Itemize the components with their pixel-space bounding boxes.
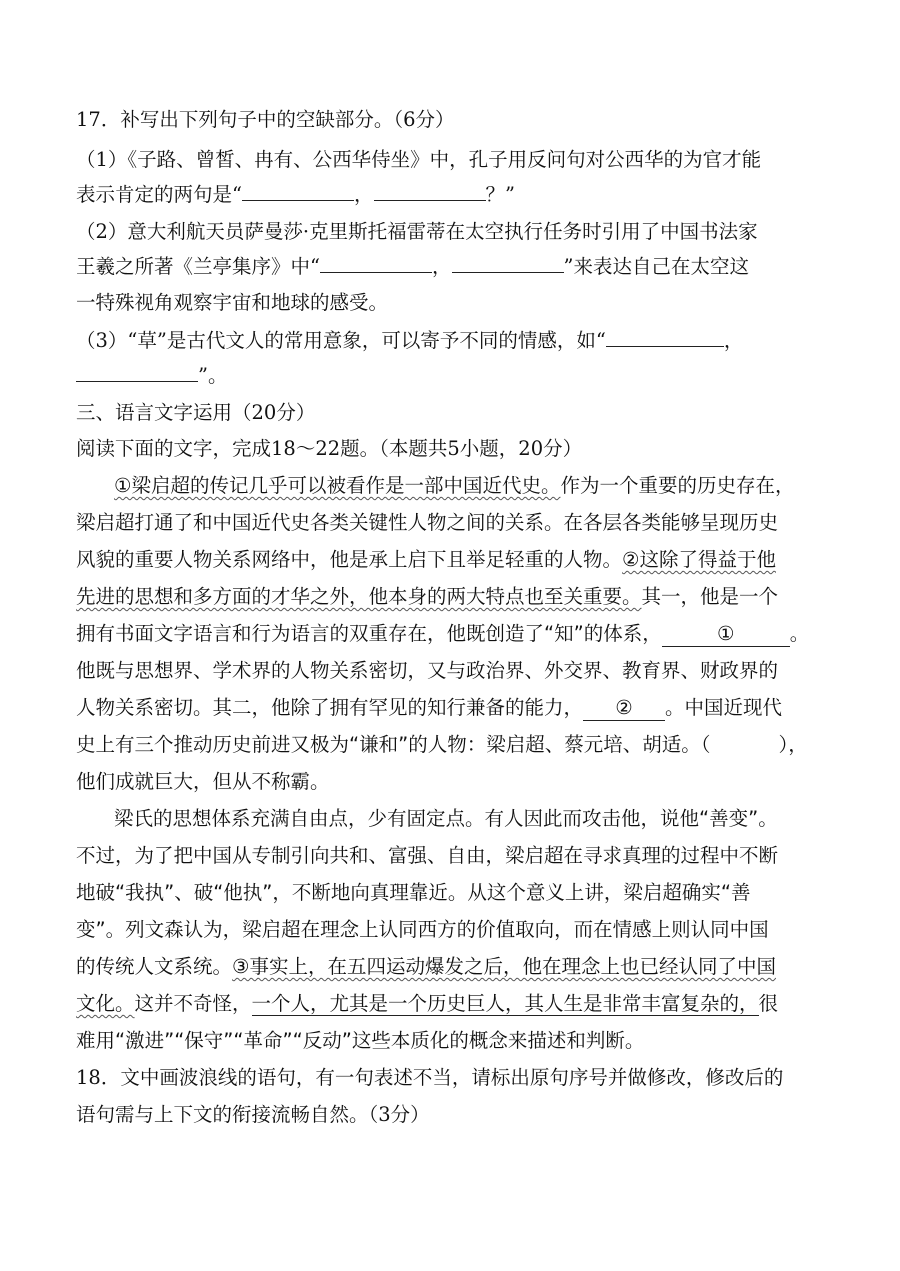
- fill-blank-1[interactable]: ①: [662, 622, 790, 647]
- passage-line: 地破“我执”、破“他执”，不断地向真理靠近。从这个意义上讲，梁启超确实“善: [76, 881, 751, 904]
- q17-part3-line1: （3）“草”是古代文人的常用意象，可以寄予不同的情感，如“ ，: [76, 326, 743, 356]
- answer-blank[interactable]: [76, 361, 198, 382]
- q17-part1-line2: 表示肯定的两句是“ ， ？”: [76, 180, 515, 210]
- q17-part2-line1: （2）意大利航天员萨曼莎·克里斯托福雷蒂在太空执行任务时引用了中国书法家: [76, 220, 758, 243]
- passage-line: 他既与思想界、学术界的人物关系密切，又与政治界、外交界、教育界、财政界的: [76, 659, 779, 682]
- wavy-sentence-3: ③事实上，在五四运动爆发之后，他在理念上也已经认同了中国: [232, 955, 776, 978]
- underlined-sentence: 一个人，尤其是一个历史巨人，其人生是非常丰富复杂的，: [251, 992, 759, 1015]
- q17-part3-line2: ”。: [76, 361, 227, 391]
- wavy-sentence-3-cont: 文化。: [76, 992, 135, 1015]
- q17-title: 17．补写出下列句子中的空缺部分。（6分）: [76, 108, 455, 131]
- wavy-sentence-2: ②这除了得益于他: [622, 548, 776, 571]
- passage-line: 拥有书面文字语言和行为语言的双重存在，他既创造了“知”的体系， ① 。: [76, 622, 810, 645]
- answer-blank[interactable]: [606, 326, 724, 347]
- q18-line2: 语句需与上下文的衔接流畅自然。（3分）: [76, 1103, 430, 1126]
- passage-line: 他们成就巨大，但从不称霸。: [76, 770, 330, 793]
- answer-blank[interactable]: [374, 180, 486, 201]
- section-intro: 阅读下面的文字，完成18～22题。（本题共5小题，20分）: [76, 437, 583, 460]
- passage-line: 史上有三个推动历史前进又极为“谦和”的人物：梁启超、蔡元培、胡适。（ ），: [76, 733, 808, 756]
- passage-line: ①梁启超的传记几乎可以被看作是一部中国近代史。作为一个重要的历史存在，: [114, 474, 795, 497]
- passage-line: 先进的思想和多方面的才华之外，他本身的两大特点也至关重要。其一，他是一个: [76, 585, 779, 608]
- answer-blank[interactable]: [320, 252, 432, 273]
- wavy-sentence-2-cont: 先进的思想和多方面的才华之外，他本身的两大特点也至关重要。: [76, 585, 642, 608]
- fill-blank-2[interactable]: ②: [583, 696, 665, 721]
- passage-line: 难用“激进”“保守”“革命”“反动”这些本质化的概念来描述和判断。: [76, 1029, 645, 1052]
- passage-line: 不过，为了把中国从专制引向共和、富强、自由，梁启超在寻求真理的过程中不断: [76, 844, 779, 867]
- q17-part2-line3: 一特殊视角观察宇宙和地球的感受。: [76, 291, 389, 314]
- q17-part2-line2: 王羲之所著《兰亭集序》中“ ， ”来表达自己在太空这: [76, 252, 749, 282]
- q17-part1-line1: （1）《子路、曾皙、冉有、公西华侍坐》中，孔子用反问句对公西华的为官才能: [76, 148, 762, 171]
- passage-line: 文化。这并不奇怪，一个人，尤其是一个历史巨人，其人生是非常丰富复杂的，很: [76, 992, 779, 1015]
- q18-line1: 18．文中画波浪线的语句，有一句表述不当，请标出原句序号并做修改，修改后的: [76, 1066, 784, 1089]
- passage-line: 变”。列文森认为，梁启超在理念上认同西方的价值取向，而在情感上则认同中国: [76, 918, 769, 941]
- passage-line: 的传统人文系统。③事实上，在五四运动爆发之后，他在理念上也已经认同了中国: [76, 955, 776, 978]
- section-title: 三、语言文字运用（20分）: [76, 401, 316, 424]
- answer-blank[interactable]: [242, 180, 354, 201]
- passage-line: 风貌的重要人物关系网络中，他是承上启下且举足轻重的人物。②这除了得益于他: [76, 548, 776, 571]
- wavy-sentence-1: ①梁启超的传记几乎可以被看作是一部中国近代史。: [114, 474, 561, 497]
- passage-line: 梁启超打通了和中国近代史各类关键性人物之间的关系。在各层各类能够呈现历史: [76, 511, 779, 534]
- passage-line: 梁氏的思想体系充满自由点，少有固定点。有人因此而攻击他，说他“善变”。: [114, 807, 778, 830]
- answer-blank[interactable]: [452, 252, 564, 273]
- passage-line: 人物关系密切。其二，他除了拥有罕见的知行兼备的能力， ② 。中国近现代: [76, 696, 783, 719]
